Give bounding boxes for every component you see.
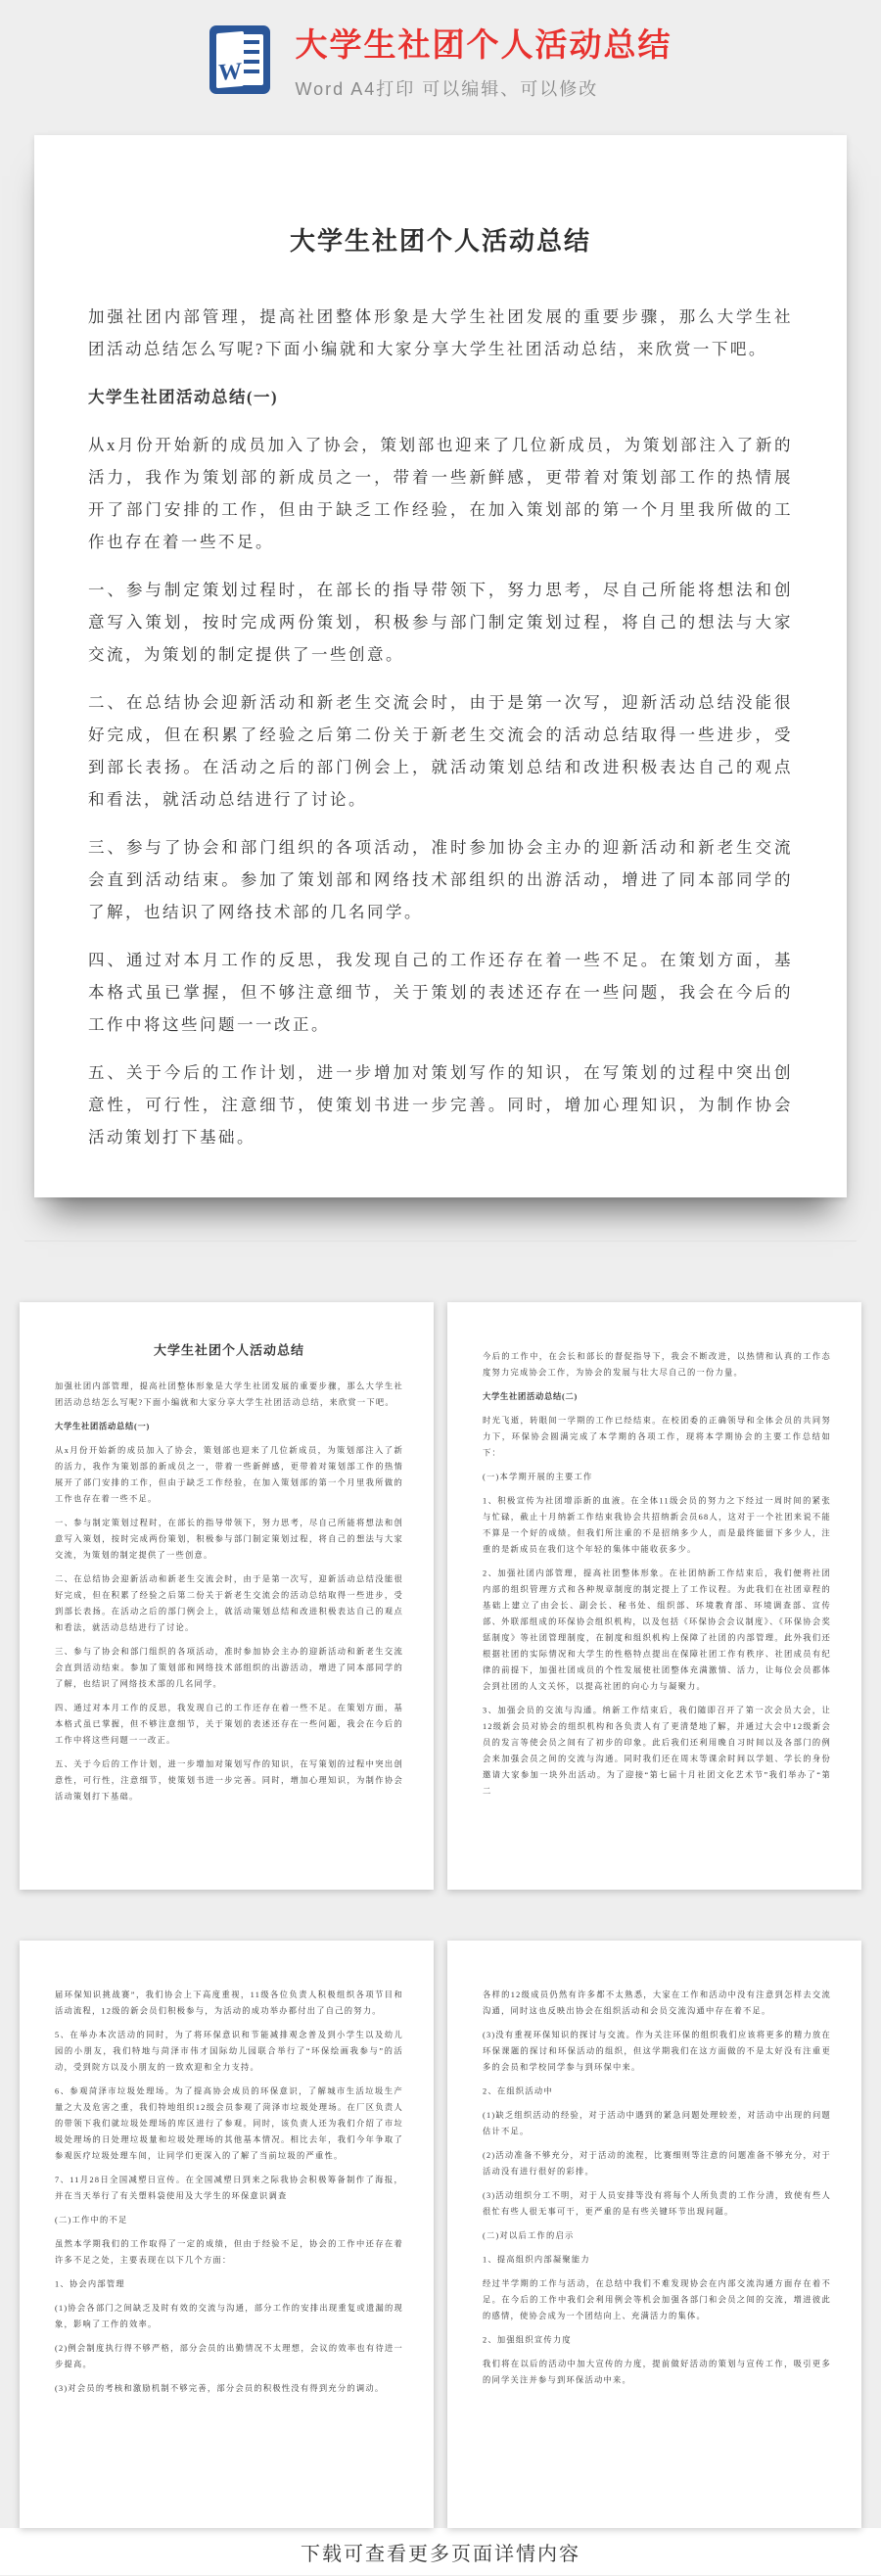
document-paragraph: 届环保知识挑战赛”，我们协会上下高度重视，11级各位负责人积极组织各项节目和活动流程，12级的新会员们积极参与，为活动的成功举办都付出了自己的努力。: [55, 1990, 403, 2016]
document-paragraph: (3)没有重视环保知识的探讨与交流。作为关注环保的组织我们应该将更多的精力放在环保课题的探讨和环保活动的组织，但这学期我们在这方面做的不是太好没有注重更多的会员和学校同学参与到环保中来。: [483, 2030, 831, 2072]
word-icon-front-page: [216, 31, 244, 88]
document-section-heading: 大学生社团活动总结(一): [55, 1422, 150, 1431]
thumbnail-page-4: [447, 1941, 861, 2528]
document-paragraph: 经过半学期的工作与活动，在总结中我们不难发现协会在内部交流沟通方面存在着不足。在今后的工作中我们会利用例会等机会加强各部门和会员之间的交流，增进彼此的感情，使协会成为一个团结向上、充满活力的集体。: [483, 2278, 831, 2320]
thumbnail-page-3: [20, 1941, 434, 2528]
document-section-heading: 大学生社团活动总结(一): [88, 388, 278, 406]
document-paragraph: 各样的12级成员仍然有许多都不太熟悉，大家在工作和活动中没有注意到怎样去交流沟通，同时这也反映出协会在组织活动和会员交流沟通中存在着不足。: [483, 1990, 831, 2016]
document-subheading: (二)对以后工作的启示: [483, 2230, 575, 2240]
document-subheading: 1、提高组织内部凝聚能力: [483, 2255, 590, 2265]
document-subheading: (二)工作中的不足: [55, 2215, 128, 2225]
thumbnail-page-1: [20, 1302, 434, 1890]
page-title: 大学生社团个人活动总结: [295, 25, 672, 63]
document-subheading: 1、协会内部管理: [55, 2279, 125, 2289]
document-paragraph: 7、11月28日全国减塑日宣传。在全国减塑日到来之际我协会积极筹备制作了海报，并在当天举行了有关塑料袋使用及大学生的环保意识调查: [55, 2175, 403, 2201]
main-preview-section: [0, 110, 881, 1241]
document-paragraph: 我们将在以后的活动中加大宣传的力度，提前做好活动的策划与宣传工作，吸引更多的同学关注并参与到环保活动中来。: [483, 2359, 831, 2385]
document-paragraph: 虽然本学期我们的工作取得了一定的成绩，但由于经验不足，协会的工作中还存在着许多不足之处，主要表现在以下几个方面：: [55, 2239, 403, 2265]
document-paragraph: (3)对会员的考核和激励机制不够完善，部分会员的积极性没有得到充分的调动。: [55, 2383, 385, 2393]
document-paragraph: 一、参与制定策划过程时，在部长的指导带领下，努力思考，尽自己所能将想法和创意写入策划，按时完成两份策划，积极参与部门制定策划过程，将自己的想法与大家交流，为策划的制定提供了一些创意。: [88, 581, 793, 664]
document-paragraph: 一、参与制定策划过程时，在部长的指导带领下，努力思考，尽自己所能将想法和创意写入策划，按时完成两份策划，积极参与部门制定策划过程，将自己的想法与大家交流，为策划的制定提供了一些创意。: [55, 1518, 403, 1560]
document-paragraph: 1、积极宣传为社团增添新的血液。在全体11级会员的努力之下经过一周时间的紧张与忙碌，截止十月纳新工作结束我协会共招纳新会员68人，这对于一个社团来说不能不算是一个好的成绩。但我们所注重的不是招纳多少人，而是最终能留下多少人，注重的是新成员在我们这个年轻的集体中能收获多少。: [483, 1496, 831, 1554]
document-paragraph: 五、关于今后的工作计划，进一步增加对策划写作的知识，在写策划的过程中突出创意性，可行性，注意细节，使策划书进一步完善。同时，增加心理知识，为制作协会活动策划打下基础。: [55, 1759, 403, 1802]
document-paragraph: 四、通过对本月工作的反思，我发现自己的工作还存在着一些不足。在策划方面，基本格式虽已掌握，但不够注意细节，关于策划的表述还存在一些问题，我会在今后的工作中将这些问题一一改正。: [88, 951, 793, 1034]
document-subheading: (一)本学期开展的主要工作: [483, 1472, 593, 1481]
document-paragraph: 三、参与了协会和部门组织的各项活动，准时参加协会主办的迎新活动和新老生交流会直到活动结束。参加了策划部和网络技术部组织的出游活动，增进了同本部同学的了解，也结识了网络技术部的几名同学。: [55, 1647, 403, 1689]
thumbnail-page-2: [447, 1302, 861, 1890]
document-paragraph: (3)活动组织分工不明，对于人员安排等没有将每个人所负责的工作分清，致使有些人很忙有些人很无事可干，更严重的是有些关键环节出现问题。: [483, 2190, 831, 2217]
document-paragraph: (1)缺乏组织活动的经验，对于活动中遇到的紧急问题处理较差，对活动中出现的问题估计不足。: [483, 2110, 831, 2136]
document-paragraph: 时光飞逝，转眼间一学期的工作已经结束。在校团委的正确领导和全体会员的共同努力下，环保协会圆满完成了本学期的各项工作，现将本学期协会的主要工作总结如下：: [483, 1416, 831, 1458]
footer-bar: [0, 2528, 881, 2575]
document-paragraph: 2、加强社团内部管理，提高社团整体形象。在社团纳新工作结束后，我们便将社团内部的组织管理方式和各种规章制度的制定提上了工作议程。为此我们在社团章程的基础上建立了由会长、副会长、秘书处、组织部、环境教育部、环境调查部、宣传部、外联部组成的环保协会组织机构，以及包括《环保协会会议制度》、《环保协会奖惩制度》等社团管理制度，在制度和组织机构上保障了社团的内部管理。此外我们还根据社团的实际情况和大学生的性格特点提出在保障社团工作有秩序、社团成员有纪律的前提下，加强社团成员的个性发展使社团整体充满激情、活力，让每位会员都体会到社团的人文关怀，以提高社团的向心力与凝聚力。: [483, 1569, 831, 1691]
document-paragraph: 四、通过对本月工作的反思，我发现自己的工作还存在着一些不足。在策划方面，基本格式虽已掌握，但不够注意细节，关于策划的表述还存在一些问题，我会在今后的工作中将这些问题一一改正。: [55, 1703, 403, 1745]
word-icon-letter: W: [217, 58, 242, 87]
document-paragraph: 二、在总结协会迎新活动和新老生交流会时，由于是第一次写，迎新活动总结没能很好完成，但在积累了经验之后第二份关于新老生交流会的活动总结取得一些进步，受到部长表扬。在活动之后的部门例会上，就活动策划总结和改进积极表达自己的观点和看法，就活动总结进行了讨论。: [55, 1574, 403, 1632]
document-paragraph: 6、参观菏泽市垃圾处理场。为了提高协会成员的环保意识，了解城市生活垃圾生产量之大及危害之重，我们特地组织12级会员参观了菏泽市垃圾处理场。在厂区负责人的带领下我们就垃圾处理场的库区进行了参观。同时，该负责人还为我们介绍了市垃圾处理场的日处理垃圾量和垃圾处理场的其他基本情况。相比去年，我们今年争取了参观医疗垃圾处理车间，让同学们更深入的了解了当前垃圾的严重性。: [55, 2086, 403, 2161]
document-paragraph: (1)协会各部门之间缺乏及时有效的交流与沟通，部分工作的安排出现重复或遗漏的现象，影响了工作的效率。: [55, 2303, 403, 2329]
download-more-pages-hint[interactable]: 下载可查看更多页面详情内容: [301, 2543, 580, 2565]
document-paragraph: 从x月份开始新的成员加入了协会，策划部也迎来了几位新成员，为策划部注入了新的活力，我作为策划部的新成员之一，带着一些新鲜感，更带着对策划部工作的热情展开了部门安排的工作，但由于缺乏工作经验，在加入策划部的第一个月里我所做的工作也存在着一些不足。: [88, 436, 793, 551]
document-subheading: 2、加强组织宣传力度: [483, 2335, 572, 2345]
document-paragraph: 从x月份开始新的成员加入了协会，策划部也迎来了几位新成员，为策划部注入了新的活力，我作为策划部的新成员之一，带着一些新鲜感，更带着对策划部工作的热情展开了部门安排的工作，但由于缺乏工作经验，在加入策划部的第一个月里我所做的工作也存在着一些不足。: [55, 1445, 403, 1504]
document-paragraph: 三、参与了协会和部门组织的各项活动，准时参加协会主办的迎新活动和新老生交流会直到活动结束。参加了策划部和网络技术部组织的出游活动，增进了同本部同学的了解，也结识了网络技术部的几名同学。: [88, 838, 793, 921]
document-paragraph: (2)活动准备不够充分，对于活动的流程，比赛细则等注意的问题准备不够充分，对于活动没有进行很好的彩排。: [483, 2150, 831, 2177]
document-intro: 加强社团内部管理，提高社团整体形象是大学生社团发展的重要步骤，那么大学生社团活动总结怎么写呢?下面小编就和大家分享大学生社团活动总结，来欣赏一下吧。: [88, 307, 793, 358]
document-paragraph: 今后的工作中，在会长和部长的督促指导下，我会不断改进，以热情和认真的工作态度努力完成协会工作，为协会的发展与壮大尽自己的一份力量。: [483, 1351, 831, 1378]
document-title: 大学生社团个人活动总结: [289, 227, 591, 256]
site-header: [0, 0, 881, 110]
document-paragraph: 二、在总结协会迎新活动和新老生交流会时，由于是第一次写，迎新活动总结没能很好完成，但在积累了经验之后第二份关于新老生交流会的活动总结取得一些进步，受到部长表扬。在活动之后的部门例会上，就活动策划总结和改进积极表达自己的观点和看法，就活动总结进行了讨论。: [88, 693, 793, 809]
document-paragraph: (2)例会制度执行得不够严格，部分会员的出勤情况不太理想，会议的效率也有待进一步提高。: [55, 2343, 403, 2369]
document-paragraph: 5、在举办本次活动的同时，为了将环保意识和节能减排观念普及到小学生以及幼儿园的小朋友，我们特地与菏泽市伟才国际幼儿园联合举行了“环保绘画我参与”的活动，受到院方以及小朋友的一致欢迎和全力支持。: [55, 2030, 403, 2072]
document-title: 大学生社团个人活动总结: [153, 1343, 304, 1358]
document-page-preview-1: [34, 135, 847, 1197]
page-subtitle: Word A4打印 可以编辑、可以修改: [295, 78, 599, 99]
document-paragraph: 3、加强会员的交流与沟通。纳新工作结束后，我们随即召开了第一次会员大会，让12级新会员对协会的组织机构和各负责人有了更清楚地了解，并通过大会中12级新会员的发言等使会员之间有了初步的印象。此后我们还利用晚自习时间以及各部门的例会来加强会员之间的交流与沟通。同时我们还在周末等课余时间以学姐、学长的身份邀请大家参加一块外出活动。为了迎接“第七届十月社团文化艺术节”我们举办了“第二: [483, 1706, 831, 1796]
document-intro: 加强社团内部管理，提高社团整体形象是大学生社团发展的重要步骤，那么大学生社团活动总结怎么写呢?下面小编就和大家分享大学生社团活动总结，来欣赏一下吧。: [55, 1382, 403, 1407]
document-paragraph: 五、关于今后的工作计划，进一步增加对策划写作的知识，在写策划的过程中突出创意性，可行性，注意细节，使策划书进一步完善。同时，增加心理知识，为制作协会活动策划打下基础。: [88, 1063, 793, 1147]
document-subheading: 2、在组织活动中: [483, 2086, 553, 2096]
page-thumbnails-grid: [0, 1241, 881, 2528]
word-document-icon: [209, 25, 270, 94]
document-section-heading: 大学生社团活动总结(二): [483, 1391, 578, 1401]
